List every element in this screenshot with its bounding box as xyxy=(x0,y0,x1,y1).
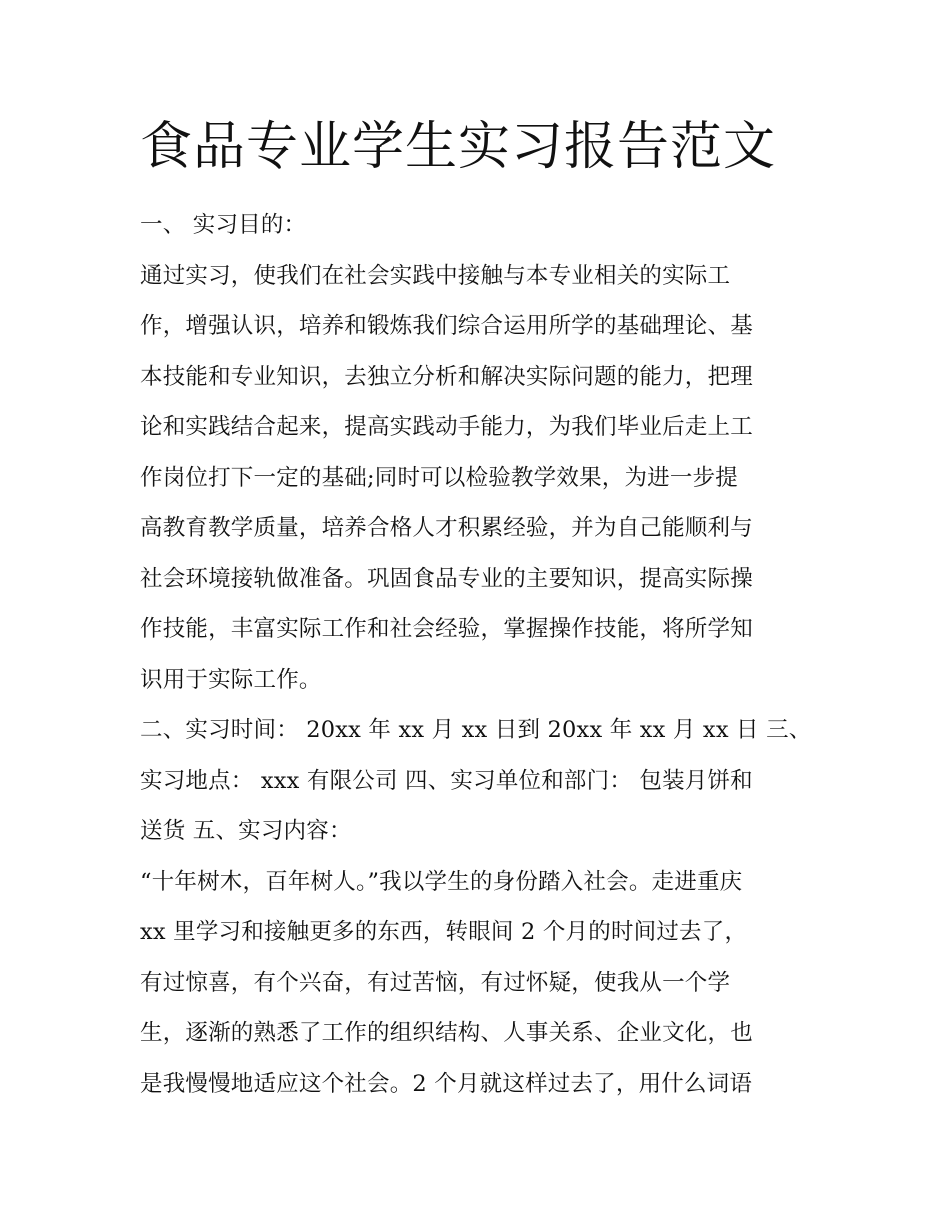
internship-content xyxy=(140,857,815,1110)
content-line: 生，逐渐的熟悉了工作的组织结构、人事关系、企业文化，也 xyxy=(140,1020,753,1046)
purpose-line: 识用于实际工作。 xyxy=(140,666,322,693)
purpose-line: 作，增强认识，培养和锻炼我们综合运用所学的基础理论、基 xyxy=(140,313,753,339)
internship-info xyxy=(140,705,815,857)
content-line: “十年树木，百年树人。”我以学生的身份踏入社会。走进重庆 xyxy=(140,868,743,895)
section-one-heading: 一、 实习目的： xyxy=(140,212,307,238)
purpose-line: 作岗位打下一定的基础;同时可以检验教学效果，为进一步提 xyxy=(140,464,738,491)
section-one xyxy=(140,200,815,705)
info-line: 送货 五、实习内容： xyxy=(140,818,352,844)
purpose-line: 作技能，丰富实际工作和社会经验，掌握操作技能，将所学知 xyxy=(140,616,753,642)
purpose-line: 本技能和专业知识，去独立分析和解决实际问题的能力，把理 xyxy=(140,363,753,390)
purpose-line: 高教育教学质量，培养合格人才积累经验，并为自己能顺利与 xyxy=(140,515,753,541)
info-line: 实习地点： xxx 有限公司 四、实习单位和部门： 包装月饼和 xyxy=(140,767,753,794)
purpose-line: 通过实习，使我们在社会实践中接触与本专业相关的实际工 xyxy=(140,262,731,289)
content-line: 有过惊喜，有个兴奋，有过苦恼，有过怀疑，使我从一个学 xyxy=(140,969,731,996)
content-line: xx 里学习和接触更多的东西，转眼间 2 个月的时间过去了， xyxy=(140,919,748,945)
content-line: 是我慢慢地适应这个社会。2 个月就这样过去了，用什么词语 xyxy=(140,1070,753,1097)
purpose-line: 论和实践结合起来，提高实践动手能力，为我们毕业后走上工 xyxy=(140,414,753,440)
purpose-line: 社会环境接轨做准备。巩固食品专业的主要知识，提高实际操 xyxy=(140,565,753,592)
info-line: 二、实习时间： 20xx 年 xx 月 xx 日到 20xx 年 xx 月 xx 日 三、 xyxy=(140,717,812,743)
document-title: 食品专业学生实习报告范文 xyxy=(140,117,777,177)
document-content xyxy=(140,112,815,1109)
